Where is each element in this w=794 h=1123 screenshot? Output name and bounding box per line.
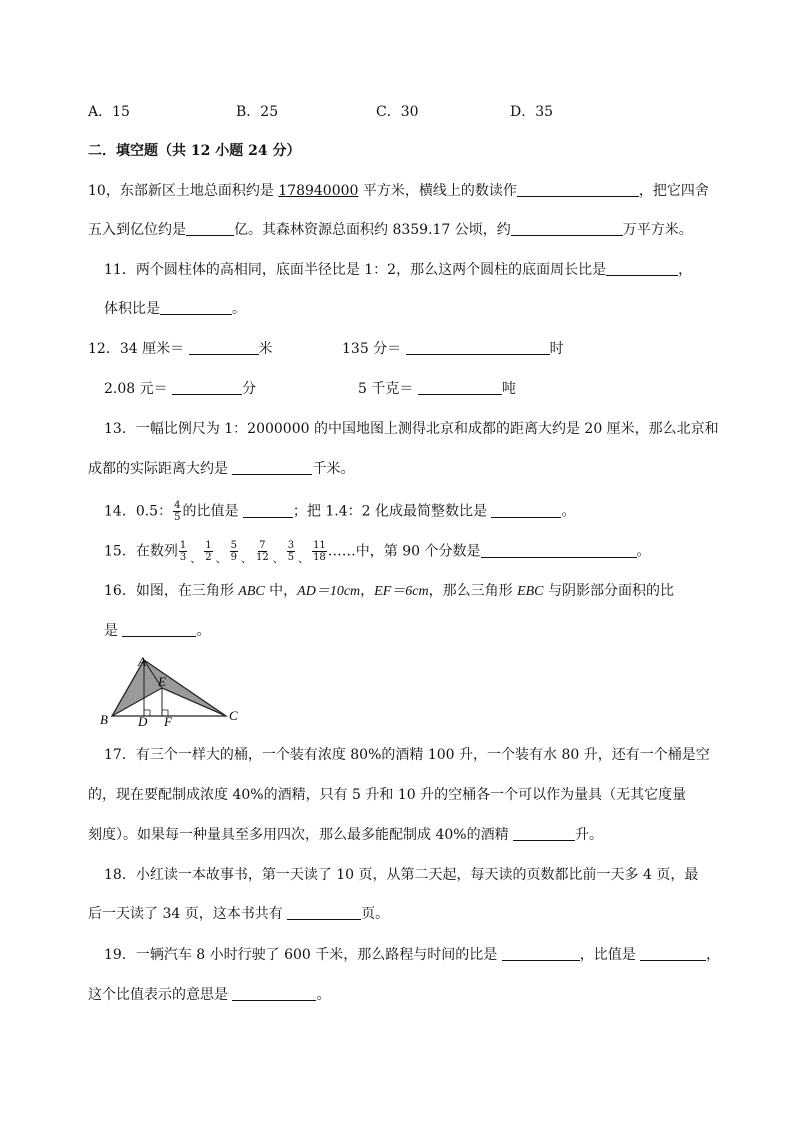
answer-blank[interactable] <box>232 985 316 1001</box>
answer-blank[interactable] <box>481 542 637 558</box>
label-b: B <box>100 712 108 726</box>
answer-blank[interactable] <box>172 379 242 395</box>
answer-blank[interactable] <box>491 502 561 518</box>
answer-blank[interactable] <box>287 904 361 920</box>
answer-blank[interactable] <box>160 299 232 315</box>
question-17-line-2: 的，现在要配制成浓度 40%的酒精，只有 5 升和 10 升的空桶各一个可以作为量具（无其它度量 <box>88 787 687 803</box>
question-12-line-2: 2.08 元＝ 分 <box>104 381 257 397</box>
sequence-separator: 、 <box>215 551 227 565</box>
sequence-separator: 、 <box>190 551 202 565</box>
answer-blank[interactable] <box>418 379 502 395</box>
sequence-fraction: $\frac{1}{2}$ <box>205 540 212 563</box>
question-11-line-1: 11．两个圆柱体的高相同，底面半径比是 1：2，那么这两个圆柱的底面周长比是 ， <box>104 262 693 278</box>
answer-blank[interactable] <box>232 459 312 475</box>
question-13-line-2: 成都的实际距离大约是 千米。 <box>88 461 355 477</box>
option-a: A．15 <box>88 104 130 120</box>
fraction: $\frac{4}{5}$ <box>174 500 181 523</box>
label-c: C <box>229 708 238 723</box>
question-13-line-1: 13．一幅比例尺为 1：2000000 的中国地图上测得北京和成都的距离大约是 20 厘米，那么北京和 <box>104 421 719 437</box>
question-17-line-3: 刻度）。如果每一种量具至多用四次，那么最多能配制成 40%的酒精 升。 <box>88 827 604 843</box>
question-16-line-1: 16．如图，在三角形 ABC 中，AD＝10cm，EF＝6cm，那么三角形 EBC 与阴影部分面积的比 <box>104 583 674 599</box>
triangle-figure <box>98 654 248 726</box>
question-14: 14．0.5： $\frac{4}{5}$ 的比值是 ；把 1.4：2 化成最简整数比是 。 <box>104 500 576 523</box>
question-17-line-1: 17．有三个一样大的桶，一个装有浓度 80%的酒精 100 升，一个装有水 80 升，还有一个桶是空 <box>104 747 710 763</box>
sequence-separator: 、 <box>272 551 284 565</box>
answer-blank[interactable] <box>406 339 550 355</box>
question-12-line-2b: 5 千克＝ 吨 <box>358 381 516 397</box>
option-b: B．25 <box>236 104 279 120</box>
question-19-line-2: 这个比值表示的意思是 。 <box>88 987 331 1003</box>
answer-blank[interactable] <box>189 339 259 355</box>
answer-blank[interactable] <box>517 181 639 197</box>
option-c: C．30 <box>376 104 419 120</box>
label-a: A <box>138 654 146 669</box>
question-18-line-1: 18．小红读一本故事书，第一天读了 10 页，从第二天起，每天读的页数都比前一天多 4 页，最 <box>104 867 699 883</box>
answer-blank[interactable] <box>606 260 678 276</box>
sequence-fraction: $\frac{11}{18}$ <box>313 540 326 563</box>
question-11-line-2: 体积比是 。 <box>104 301 246 317</box>
fraction-sequence <box>178 540 328 565</box>
answer-blank[interactable] <box>243 502 293 518</box>
answer-blank[interactable] <box>186 220 234 236</box>
underlined-number: 178940000 <box>278 183 359 199</box>
option-d: D．35 <box>510 104 554 120</box>
question-16-line-2: 是 。 <box>104 623 211 639</box>
answer-blank[interactable] <box>511 220 623 236</box>
answer-blank[interactable] <box>513 825 575 841</box>
sequence-separator: 、 <box>298 551 310 565</box>
answer-blank[interactable] <box>640 945 706 961</box>
sequence-separator: 、 <box>240 551 252 565</box>
label-d: D <box>138 714 148 726</box>
label-e: E <box>158 674 166 689</box>
label-f: F <box>164 714 172 726</box>
section-title: 二．填空题（共 12 小题 24 分） <box>88 143 301 159</box>
answer-blank[interactable] <box>122 621 196 637</box>
question-15: 15．在数列 $\frac{1}{3}$ $_、$ $\frac{1}{2}$ $_、$ $\frac{5}{9}$ $_、$ $\frac{7}{12}$ $_、$ $\frac{3}{5}$ $_、$ $\frac{11}{18}$ ……中，第 90 个分数是 。 <box>104 540 651 565</box>
sequence-fraction: $\frac{7}{12}$ <box>255 540 269 563</box>
sequence-fraction: $\frac{1}{3}$ <box>179 540 187 563</box>
question-18-line-2: 后一天读了 34 页，这本书共有 页。 <box>88 906 390 922</box>
question-10-line-1: 10，东部新区土地总面积约是 178940000 平方米，横线上的数读作 ，把它四舍 <box>88 183 709 199</box>
segment-ec <box>162 688 226 716</box>
question-12-line-1: 12．34 厘米＝ 米 <box>88 341 273 357</box>
sequence-fraction: $\frac{3}{5}$ <box>287 540 295 563</box>
question-12-line-1b: 135 分＝ 时 <box>342 341 564 357</box>
question-10-line-2: 五入到亿位约是 亿。其森林资源总面积约 8359.17 公顷，约 万平方米。 <box>88 222 693 238</box>
sequence-fraction: $\frac{5}{9}$ <box>230 540 237 563</box>
answer-blank[interactable] <box>502 945 580 961</box>
question-19-line-1: 19．一辆汽车 8 小时行驶了 600 千米，那么路程与时间的比是 ，比值是 ， <box>104 947 721 963</box>
